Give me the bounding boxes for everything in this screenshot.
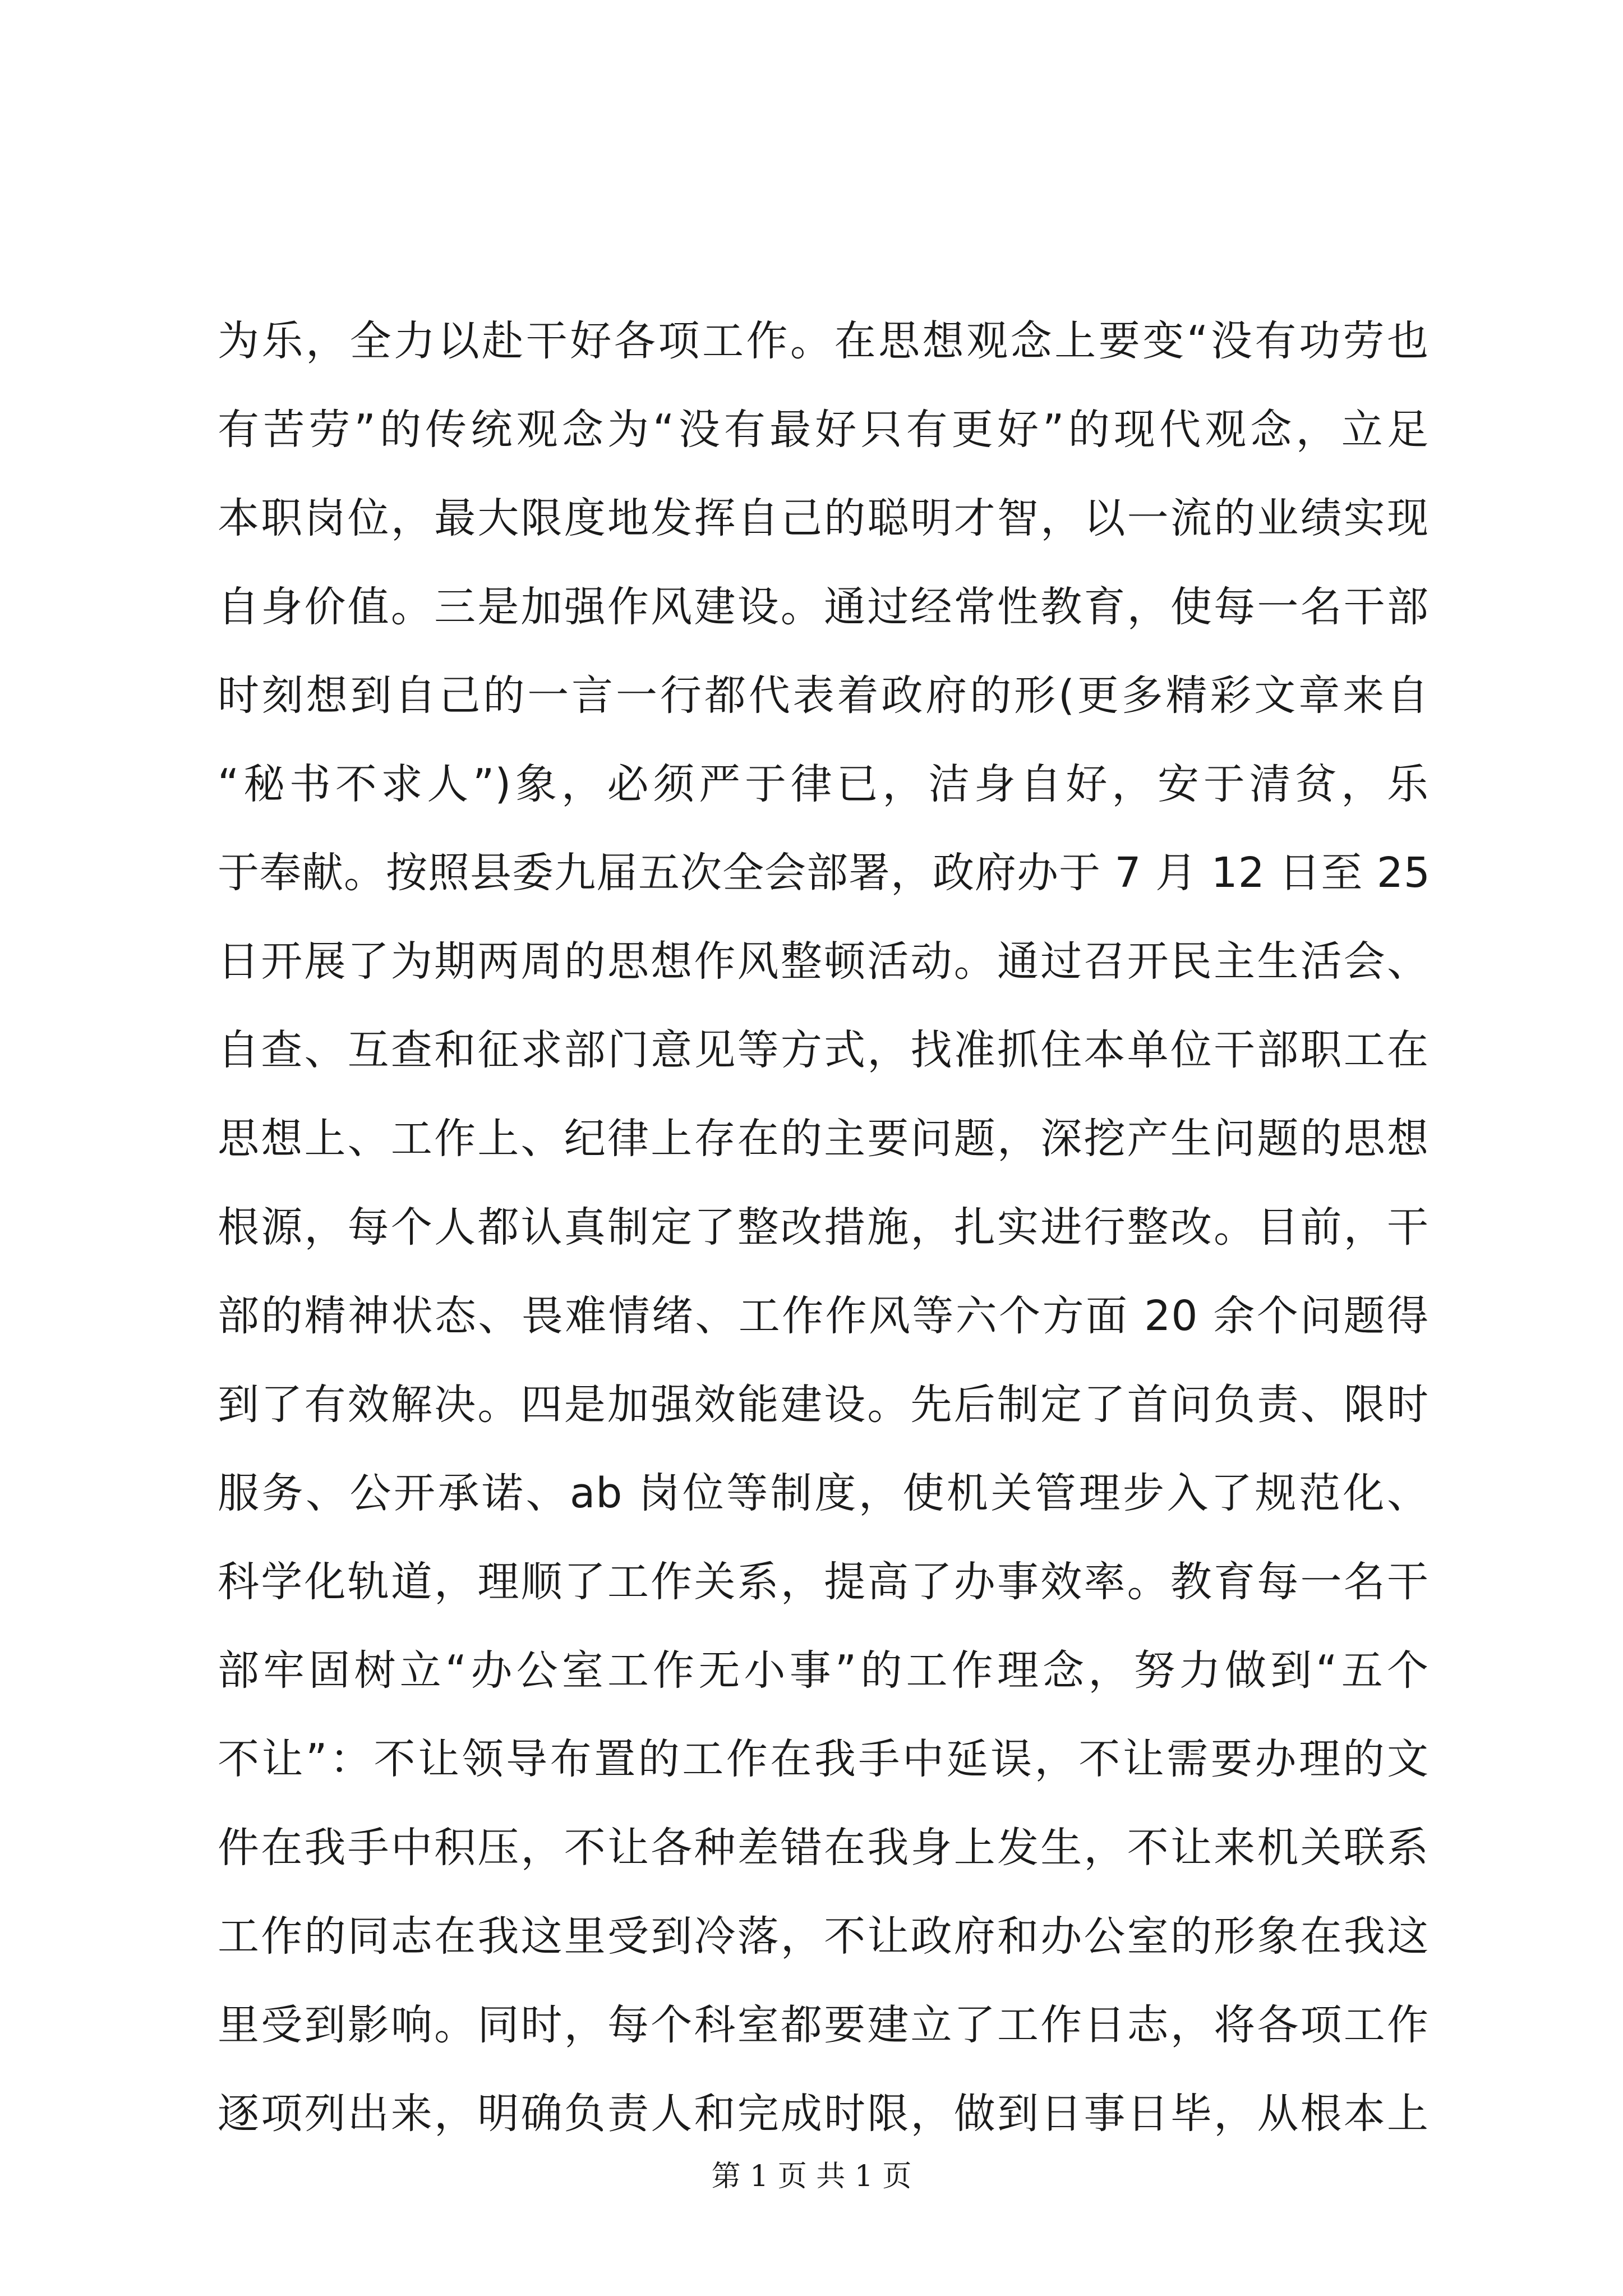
text-line: 里受到影响。同时，每个科室都要建立了工作日志，将各项工作 — [218, 2001, 1429, 2049]
text-line: 有苦劳”的传统观念为“没有最好只有更好”的现代观念，立足 — [218, 406, 1429, 454]
text-line: 件在我手中积压，不让各种差错在我身上发生，不让来机关联系 — [218, 1824, 1429, 1872]
text-line: 部牢固树立“办公室工作无小事”的工作理念，努力做到“五个 — [218, 1646, 1429, 1695]
text-line: 服务、公开承诺、ab 岗位等制度，使机关管理步入了规范化、 — [218, 1469, 1429, 1517]
text-line: 到了有效解决。四是加强效能建设。先后制定了首问负责、限时 — [218, 1381, 1429, 1429]
text-line: 自身价值。三是加强作风建设。通过经常性教育，使每一名干部 — [218, 583, 1429, 631]
text-line: 科学化轨道，理顺了工作关系，提高了办事效率。教育每一名干 — [218, 1558, 1429, 1606]
text-line: 不让”：不让领导布置的工作在我手中延误，不让需要办理的文 — [218, 1735, 1429, 1783]
text-line: 日开展了为期两周的思想作风整顿活动。通过召开民主生活会、 — [218, 937, 1429, 986]
text-line: 部的精神状态、畏难情绪、工作作风等六个方面 20 余个问题得 — [218, 1292, 1429, 1340]
text-line: 工作的同志在我这里受到冷落，不让政府和办公室的形象在我这 — [218, 1912, 1429, 1961]
text-line: 根源，每个人都认真制定了整改措施，扎实进行整改。目前，干 — [218, 1203, 1429, 1251]
text-line: “秘书不求人”)象，必须严于律已，洁身自好，安于清贫，乐 — [218, 760, 1429, 808]
text-line: 于奉献。按照县委九届五次全会部署，政府办于 7 月 12 日至 25 — [218, 849, 1431, 897]
text-line: 时刻想到自己的一言一行都代表着政府的形(更多精彩文章来自 — [218, 671, 1429, 720]
text-line: 自查、互查和征求部门意见等方式，找准抓住本单位干部职工在 — [218, 1026, 1429, 1074]
text-line: 为乐，全力以赴干好各项工作。在思想观念上要变“没有功劳也 — [218, 317, 1429, 365]
text-line: 思想上、工作上、纪律上存在的主要问题，深挖产生问题的思想 — [218, 1115, 1429, 1163]
text-line: 逐项列出来，明确负责人和完成时限，做到日事日毕，从根本上 — [218, 2090, 1429, 2138]
page-footer: 第 1 页 共 1 页 — [711, 2160, 912, 2193]
text-line: 本职岗位，最大限度地发挥自己的聪明才智，以一流的业绩实现 — [218, 494, 1429, 542]
